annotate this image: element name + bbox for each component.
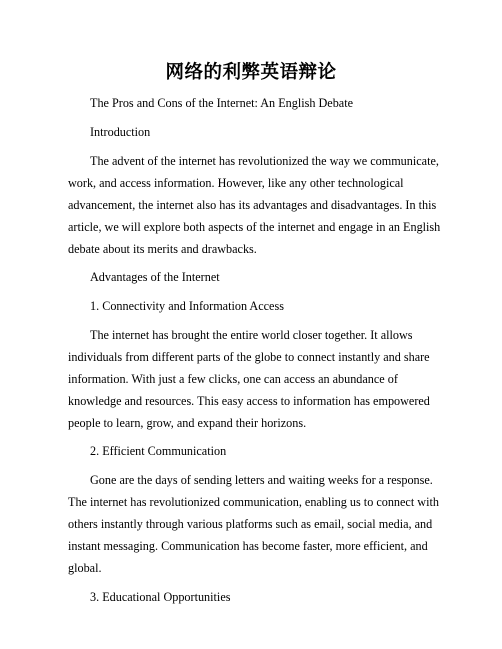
paragraph-line: knowledge and resources. This easy access to information has empowered xyxy=(68,394,430,408)
document-title: 网络的利弊英语辩论 xyxy=(165,62,337,83)
paragraph-line: people to learn, grow, and expand their horizons. xyxy=(68,416,307,430)
subheading-connectivity: 1. Connectivity and Information Access xyxy=(90,299,284,313)
paragraph-line: work, and access information. However, like any other technological xyxy=(68,176,404,190)
paragraph-line: debate about its merits and drawbacks. xyxy=(68,242,257,256)
paragraph-line: advancement, the internet also has its advantages and disadvantages. In this xyxy=(68,198,437,212)
paragraph-line: The advent of the internet has revolutionized the way we communicate, xyxy=(90,154,439,168)
section-heading-introduction: Introduction xyxy=(90,125,151,139)
paragraph-line: Gone are the days of sending letters and waiting weeks for a response. xyxy=(90,473,433,487)
paragraph-line: information. With just a few clicks, one can access an abundance of xyxy=(68,372,398,386)
section-heading-advantages: Advantages of the Internet xyxy=(90,270,220,284)
paragraph-line: The internet has brought the entire world closer together. It allows xyxy=(90,328,413,342)
subheading-education: 3. Educational Opportunities xyxy=(90,590,231,604)
paragraph-line: others instantly through various platforms such as email, social media, and xyxy=(68,517,433,531)
paragraph-line: instant messaging. Communication has become faster, more efficient, and xyxy=(68,539,428,553)
paragraph-line: article, we will explore both aspects of the internet and engage in an English xyxy=(68,220,441,234)
paragraph-line: The internet has revolutionized communication, enabling us to connect with xyxy=(68,495,439,509)
paragraph-line: global. xyxy=(68,561,102,575)
paragraph-line: individuals from different parts of the globe to connect instantly and share xyxy=(68,350,430,364)
subheading-communication: 2. Efficient Communication xyxy=(90,444,227,458)
subtitle-line: The Pros and Cons of the Internet: An English Debate xyxy=(90,96,353,110)
